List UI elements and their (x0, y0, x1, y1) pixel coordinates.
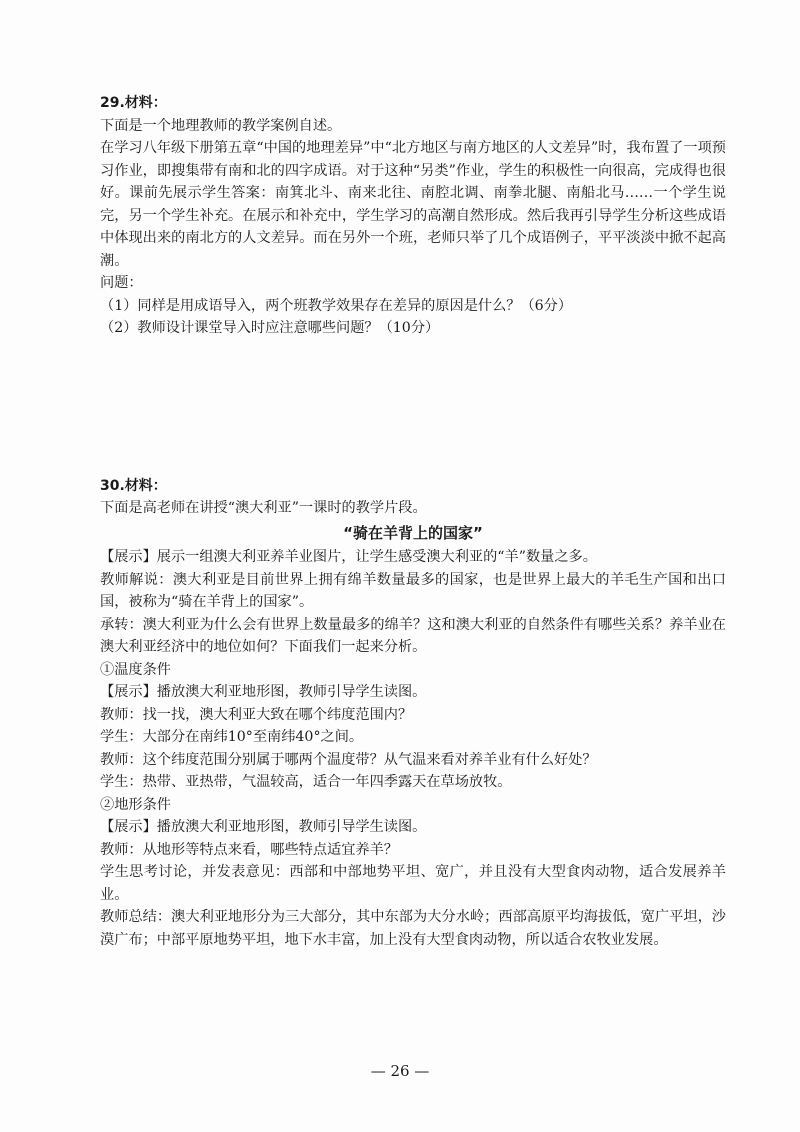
material-line: 【展示】播放澳大利亚地形图，教师引导学生读图。 (100, 819, 427, 835)
question-29-questions-label: 问题： (100, 275, 143, 291)
material-line: 教师总结：澳大利亚地形分为三大部分，其中东部为大分水岭；西部高原平均海拔低，宽广平坦，沙漠广布；中部平原地势平坦，地下水丰富，加上没有大型食肉动物，所以适合农牧业发展。 (100, 909, 726, 948)
material-line: 学生：大部分在南纬10°至南纬40°之间。 (100, 729, 364, 745)
question-29-paragraph: 在学习八年级下册第五章“中国的地理差异”中“北方地区与南方地区的人文差异”时，我布置了一项预习作业，即搜集带有南和北的四字成语。对于这种“另类”作业，学生的积极性一向很高，完成得也很好。课前先展示学生答案：南箕北斗、南来北往、南腔北调、南拳北腿、南船北马……一个学生说完，另一个学生补充。在展示和补充中，学生学习的高潮自然形成。然后我再引导学生分析这些成语中体现出来的南北方的人文差异。而在另外一个班，老师只举了几个成语例子，平平淡淡中掀不起高潮。 (100, 140, 726, 269)
section-title: “骑在羊背上的国家” (343, 523, 483, 542)
material-line: 教师：找一找，澳大利亚大致在哪个纬度范围内？ (100, 706, 413, 723)
question-29-item-1: （1）同样是用成语导入，两个班教学效果存在差异的原因是什么？（6分） (100, 297, 573, 314)
material-line: 教师：从地形等特点来看，哪些特点适宜养羊？ (100, 841, 398, 858)
page-number: — 26 — (370, 1062, 430, 1080)
material-line: 承转：澳大利亚为什么会有世界上数量最多的绵羊？这和澳大利亚的自然条件有哪些关系？养羊业在澳大利亚经济中的地位如何？下面我们一起来分析。 (100, 616, 726, 655)
material-line: 【展示】展示一组澳大利亚养羊业图片，让学生感受澳大利亚的“羊”数量之多。 (100, 549, 597, 565)
question-29-heading: 29.材料： (100, 95, 167, 111)
question-29-item-2: （2）教师设计课堂导入时应注意哪些问题？（10分） (100, 320, 440, 336)
material-line: 教师解说：澳大利亚是目前世界上拥有绵羊数量最多的国家，也是世界上最大的羊毛生产国和出口国，被称为“骑在羊背上的国家”。 (100, 571, 726, 610)
material-line: 学生：热带、亚热带，气温较高，适合一年四季露天在草场放牧。 (100, 774, 512, 790)
material-line: 教师：这个纬度范围分别属于哪两个温度带？从气温来看对养羊业有什么好处？ (100, 751, 597, 768)
material-line: 学生思考讨论，并发表意见：西部和中部地势平坦、宽广，并且没有大型食肉动物，适合发展养羊业。 (100, 864, 726, 903)
question-30-heading: 30.材料： (100, 477, 167, 494)
page-content (100, 92, 726, 951)
material-line: 【展示】播放澳大利亚地形图，教师引导学生读图。 (100, 684, 427, 700)
material-line: ①温度条件 (100, 661, 171, 678)
material-line: ②地形条件 (100, 796, 171, 813)
question-29-intro: 下面是一个地理教师的教学案例自述。 (100, 117, 342, 134)
answer-space (100, 340, 726, 475)
question-30-intro: 下面是高老师在讲授“澳大利亚”一课时的教学片段。 (100, 500, 427, 516)
